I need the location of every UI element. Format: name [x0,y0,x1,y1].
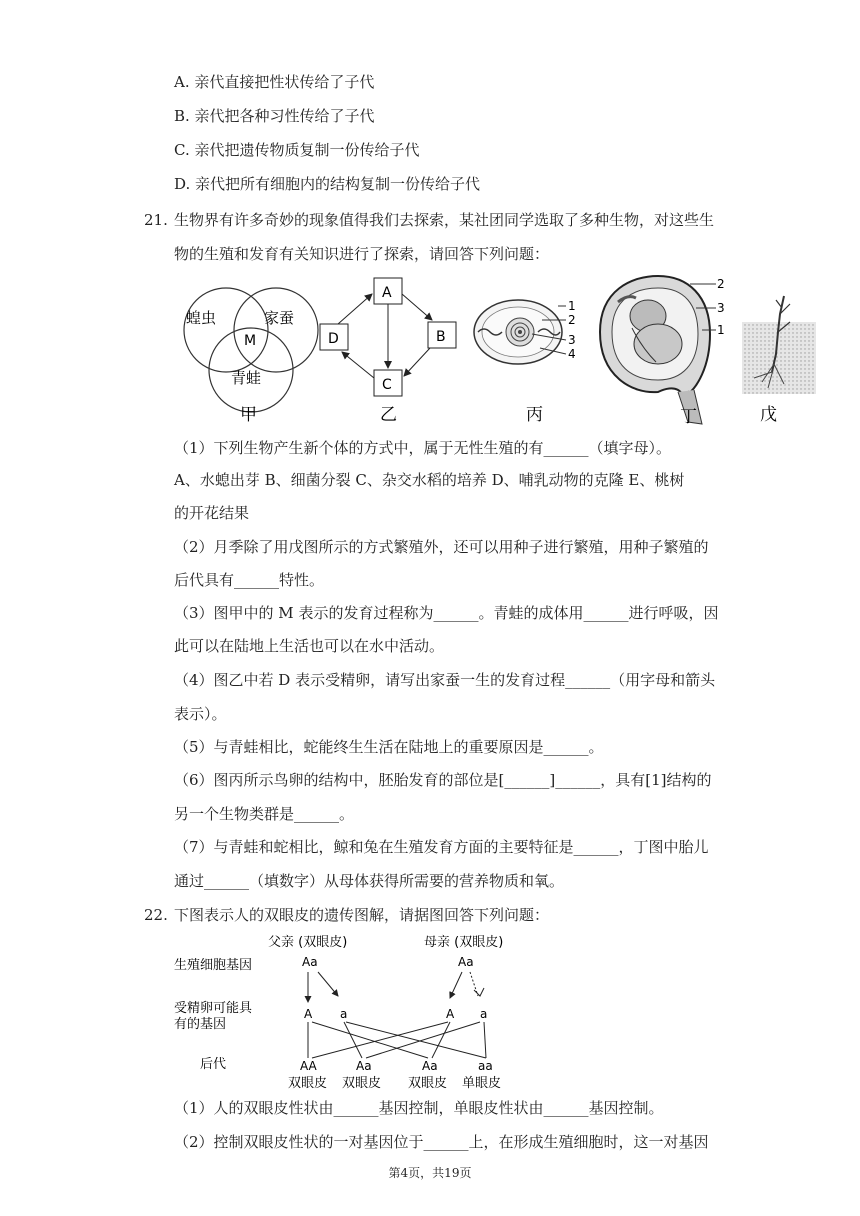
offspring-genes-1: AA [300,1059,317,1073]
q21-part2: （2）月季除了用戊图所示的方式繁殖外，还可以用种子进行繁殖，用种子繁殖的 [174,538,709,556]
q21-part3-cont: 此可以在陆地上生活也可以在水中活动。 [174,637,445,655]
q21-part6: （6）图丙所示鸟卵的结构中，胚胎发育的部位是[______]______，具有[1]结构的 [174,771,712,789]
svg-text:D: D [328,331,339,347]
mother-genes: Aa [458,955,474,969]
q22-stem: 下图表示人的双眼皮的遗传图解，请据图回答下列问题： [174,906,550,924]
q22-part2: （2）控制双眼皮性状的一对基因位于______上，在形成生殖细胞时，这一对基因 [174,1133,709,1151]
egg-label-4: 4 [568,347,576,361]
mother-label: 母亲 (双眼皮) [424,935,504,950]
fetus-label-1: 1 [717,323,725,337]
offspring-trait-2: 双眼皮 [342,1076,382,1091]
page-footer: 第4页，共19页 [388,1166,472,1180]
venn-label-silkworm: 家蚕 [264,309,295,327]
q21-part2-cont: 后代具有______特性。 [174,571,325,589]
svg-text:A: A [382,285,392,301]
offspring-genes-3: Aa [422,1059,438,1073]
q21-part1: （1）下列生物产生新个体的方式中，属于无性生殖的有______（填字母）。 [174,439,672,457]
row-label-zygote-1: 受精卵可能具 [174,1001,253,1016]
caption-jia: 甲 [240,405,257,425]
q20-option-b: B. 亲代把各种习性传给了子代 [174,107,375,125]
svg-text:C: C [382,377,392,393]
offspring-trait-1: 双眼皮 [288,1076,328,1091]
egg-label-3: 3 [568,333,576,347]
figure-yi-cycle [316,270,466,430]
caption-yi: 乙 [380,405,397,425]
venn-label-locust: 蝗虫 [186,309,217,327]
figure-ding-fetus [592,272,727,430]
figure-jia-venn [176,275,326,425]
caption-bing: 丙 [526,405,543,425]
venn-label-m: M [244,333,257,349]
q20-option-a: A. 亲代直接把性状传给了子代 [174,73,375,91]
egg-label-1: 1 [568,299,576,313]
q21-part7: （7）与青蛙和蛇相比，鲸和兔在生殖发育方面的主要特征是______，丁图中胎儿 [174,838,709,856]
caption-wu: 戊 [760,405,777,425]
q21-part7-cont: 通过______（填数字）从母体获得所需要的营养物质和氧。 [174,872,565,890]
offspring-trait-3: 双眼皮 [408,1076,448,1091]
offspring-trait-4: 单眼皮 [462,1076,502,1091]
q21-part3: （3）图甲中的 M 表示的发育过程称为______。青蛙的成体用______进行呼吸，因 [174,604,719,622]
father-label: 父亲 (双眼皮) [268,935,348,950]
q21-part1-options: A、水螅出芽 B、细菌分裂 C、杂交水稻的培养 D、哺乳动物的克隆 E、桃树 [174,471,685,489]
q21-part1-options-cont: 的开花结果 [174,504,250,522]
gamete-father-a1: A [304,1007,313,1021]
svg-text:B: B [436,329,446,345]
q21-stem-line2: 物的生殖和发育有关知识进行了探索，请回答下列问题： [174,245,550,263]
offspring-genes-2: Aa [356,1059,372,1073]
figure-inheritance-diagram [170,930,520,1092]
row-label-offspring: 后代 [200,1057,227,1072]
row-label-zygote-2: 有的基因 [174,1017,227,1032]
father-genes: Aa [302,955,318,969]
q22-number: 22. [144,906,168,924]
row-label-gametes: 生殖细胞基因 [174,958,253,973]
q21-part5: （5）与青蛙相比，蛇能终生生活在陆地上的重要原因是______。 [174,738,604,756]
figure-wu-cutting [740,292,820,430]
q20-option-d: D. 亲代把所有细胞内的结构复制一份传给子代 [174,175,481,193]
gamete-mother-a1: A [446,1007,455,1021]
q21-stem-line1: 生物界有许多奇妙的现象值得我们去探索，某社团同学选取了多种生物，对这些生 [174,211,715,229]
fetus-label-3: 3 [717,301,725,315]
venn-label-frog: 青蛙 [231,369,262,387]
q22-part1: （1）人的双眼皮性状由______基因控制，单眼皮性状由______基因控制。 [174,1099,664,1117]
q21-part4: （4）图乙中若 D 表示受精卵，请写出家蚕一生的发育过程______（用字母和箭头 [174,671,716,689]
q20-option-c: C. 亲代把遗传物质复制一份传给子代 [174,141,420,159]
q21-number: 21. [144,211,168,229]
offspring-genes-4: aa [478,1059,493,1073]
gamete-father-a2: a [340,1007,348,1021]
q21-part4-cont: 表示）。 [174,705,227,723]
figure-bing-egg [470,290,585,430]
fetus-label-2: 2 [717,277,725,291]
q21-part6-cont: 另一个生物类群是______。 [174,805,355,823]
gamete-mother-a2: a [480,1007,488,1021]
egg-label-2: 2 [568,313,576,327]
caption-ding: 丁 [680,407,697,427]
